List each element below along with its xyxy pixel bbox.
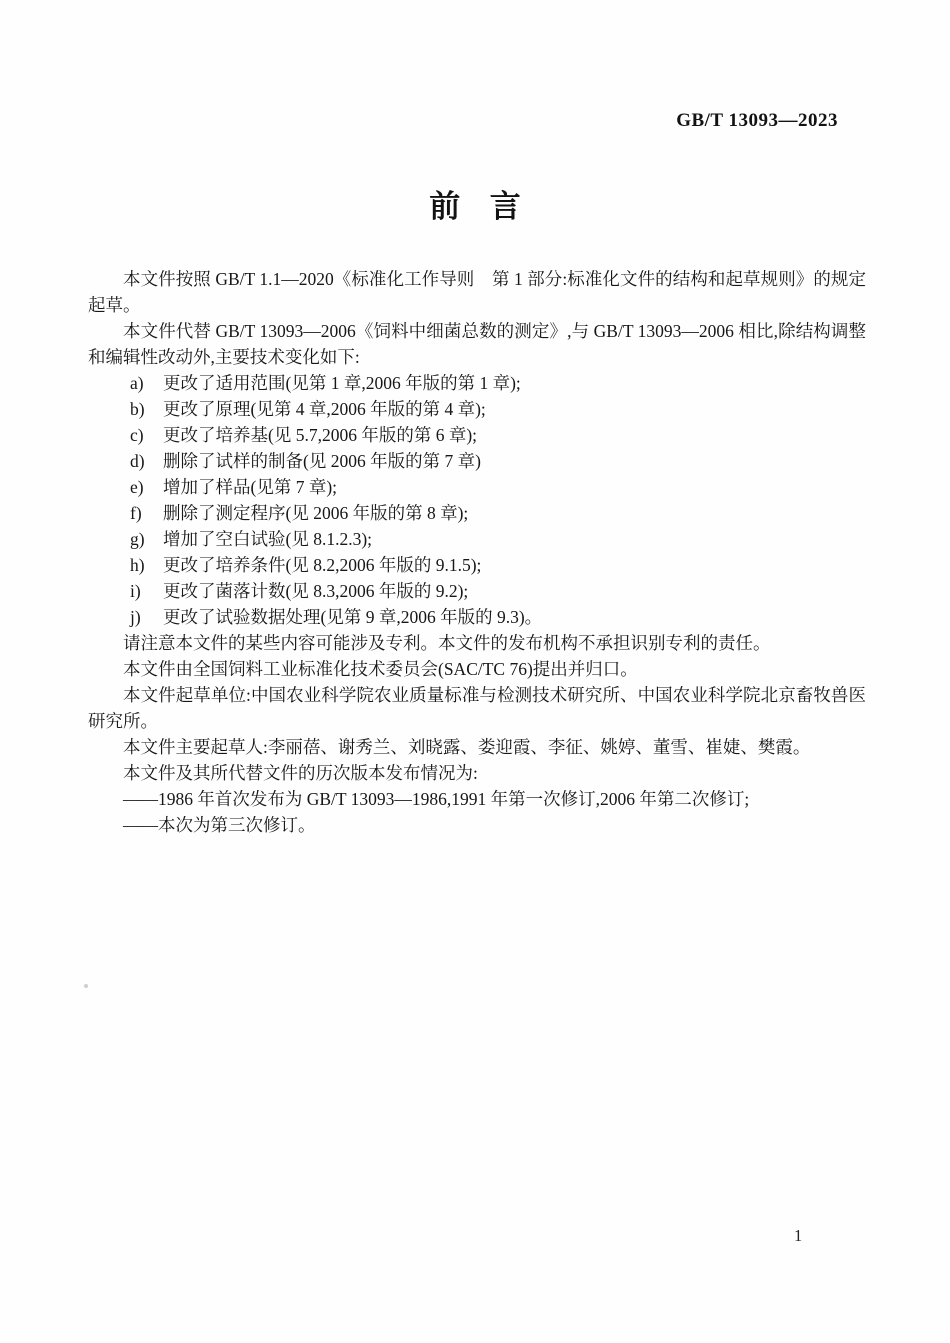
history-item: ——本次为第三次修订。 [123, 815, 316, 835]
paragraph: 本文件代替 GB/T 13093—2006《饲料中细菌总数的测定》,与 GB/T 13093—2006 相比,除结构调整和编辑性改动外,主要技术变化如下: [88, 321, 866, 367]
change-label: f) [130, 503, 142, 523]
change-label: g) [130, 529, 145, 549]
change-label: a) [130, 373, 144, 393]
change-item [88, 552, 866, 578]
change-item [88, 578, 866, 604]
change-text: 更改了培养条件(见 8.2,2006 年版的 9.1.5); [163, 555, 482, 575]
paragraph: 本文件主要起草人:李丽蓓、谢秀兰、刘晓露、娄迎霞、李征、姚婷、董雪、崔婕、樊霞。 [123, 737, 811, 757]
change-label: i) [130, 581, 141, 601]
change-item [88, 604, 866, 630]
change-label: e) [130, 477, 144, 497]
change-item [88, 526, 866, 552]
history-item: ——1986 年首次发布为 GB/T 13093—1986,1991 年第一次修订,2006 年第二次修订; [123, 789, 750, 809]
change-text: 删除了测定程序(见 2006 年版的第 8 章); [163, 503, 469, 523]
change-text: 删除了试样的制备(见 2006 年版的第 7 章) [163, 451, 481, 471]
change-text: 更改了适用范围(见第 1 章,2006 年版的第 1 章); [163, 373, 521, 393]
scan-speck [84, 984, 88, 988]
page-title: 前言 [429, 189, 551, 224]
paragraph: 请注意本文件的某些内容可能涉及专利。本文件的发布机构不承担识别专利的责任。 [123, 633, 771, 653]
change-label: h) [130, 555, 145, 575]
foreword-body [88, 266, 866, 838]
change-text: 更改了菌落计数(见 8.3,2006 年版的 9.2); [163, 581, 469, 601]
changes-list [88, 370, 866, 630]
change-label: c) [130, 425, 144, 445]
paragraph: 本文件按照 GB/T 1.1—2020《标准化工作导则 第 1 部分:标准化文件的结构和起草规则》的规定起草。 [88, 269, 866, 315]
doc-number: GB/T 13093—2023 [676, 110, 838, 131]
paragraph: 本文件及其所代替文件的历次版本发布情况为: [123, 763, 478, 783]
change-item [88, 448, 866, 474]
change-item [88, 396, 866, 422]
change-item [88, 422, 866, 448]
change-text: 增加了样品(见第 7 章); [163, 477, 338, 497]
paragraph: 本文件起草单位:中国农业科学院农业质量标准与检测技术研究所、中国农业科学院北京畜牧兽医研究所。 [88, 685, 866, 731]
change-item [88, 500, 866, 526]
change-label: d) [130, 451, 145, 471]
change-text: 增加了空白试验(见 8.1.2.3); [163, 529, 373, 549]
paragraph: 本文件由全国饲料工业标准化技术委员会(SAC/TC 76)提出并归口。 [123, 659, 638, 679]
change-text: 更改了培养基(见 5.7,2006 年版的第 6 章); [163, 425, 478, 445]
change-item [88, 474, 866, 500]
change-item [88, 370, 866, 396]
change-text: 更改了原理(见第 4 章,2006 年版的第 4 章); [163, 399, 486, 419]
change-label: j) [130, 607, 141, 627]
page-number: 1 [794, 1226, 803, 1245]
change-text: 更改了试验数据处理(见第 9 章,2006 年版的 9.3)。 [163, 607, 543, 627]
change-label: b) [130, 399, 145, 419]
